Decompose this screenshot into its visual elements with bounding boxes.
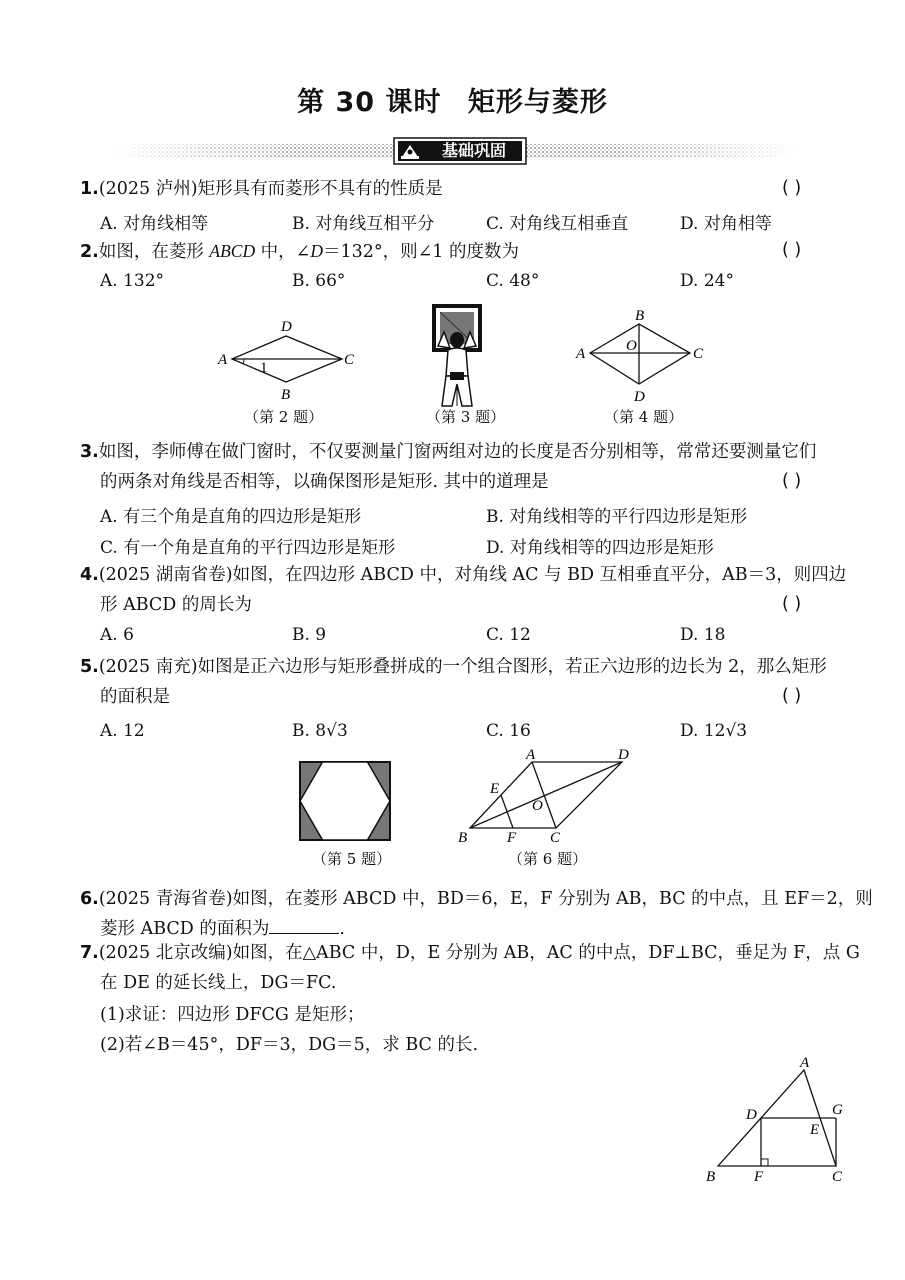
q4-text-line-2: 形 ABCD 的周长为 xyxy=(100,595,252,615)
lesson-topic: 矩形与菱形 xyxy=(467,87,608,118)
fig4-label-a: A xyxy=(576,346,586,362)
q6-text-line-1: 如图，在菱形 ABCD 中，BD＝6，E，F 分别为 AB，BC 的中点，且 EF＝2，则 xyxy=(232,889,873,909)
q1-option-d: D. 对角相等 xyxy=(680,214,772,234)
q5-text-line-2: 的面积是 xyxy=(100,687,170,707)
q4-number: 4. xyxy=(80,565,99,585)
q6-text-line-2: 菱形 ABCD 的面积为 xyxy=(100,919,270,939)
q2-option-b: B. 66° xyxy=(292,271,346,291)
figure-3-worker-illustration xyxy=(422,302,492,410)
q4-answer-paren: ( ) xyxy=(782,594,802,614)
figure-3-caption: （第 3 题） xyxy=(426,408,506,426)
section-banner xyxy=(110,135,800,167)
q3-option-a: A. 有三个角是直角的四边形是矩形 xyxy=(100,507,362,527)
fig4-label-o: O xyxy=(626,338,637,354)
q7-sub-question-1: (1)求证：四边形 DFCG 是矩形； xyxy=(100,1005,365,1025)
q3-answer-paren: ( ) xyxy=(782,471,802,491)
fig7-label-d: D xyxy=(746,1107,757,1123)
q2-number: 2. xyxy=(80,242,99,262)
figure-6-caption: （第 6 题） xyxy=(508,850,588,868)
q5-option-c: C. 16 xyxy=(486,721,531,741)
fig7-label-a: A xyxy=(800,1056,810,1071)
q1-source: (2025 泸州) xyxy=(98,179,198,199)
q2-abcd: ABCD xyxy=(209,241,256,261)
q4-option-a: A. 6 xyxy=(100,625,134,645)
q2-d: D xyxy=(310,241,323,261)
fig2-label-c: C xyxy=(344,352,355,368)
fig7-label-g: G xyxy=(832,1102,843,1118)
figure-4-caption: （第 4 题） xyxy=(604,408,684,426)
fig2-label-angle-1: 1 xyxy=(260,360,268,376)
q1-answer-paren: ( ) xyxy=(782,178,802,198)
q7-sub-question-2: (2)若∠B＝45°，DF＝3，DG＝5，求 BC 的长. xyxy=(100,1035,479,1055)
figure-7-triangle xyxy=(700,1056,860,1188)
q6-source: (2025 青海省卷) xyxy=(98,889,233,909)
fig6-label-o: O xyxy=(532,798,543,814)
q2-option-d: D. 24° xyxy=(680,271,734,291)
q2-text-a: 如图，在菱形 xyxy=(98,242,210,262)
q3-text-line-2: 的两条对角线是否相等，以确保图形是矩形. 其中的道理是 xyxy=(100,472,549,492)
q1-number: 1. xyxy=(80,179,99,199)
fig4-label-c: C xyxy=(693,346,704,362)
fig6-label-f: F xyxy=(507,830,517,846)
q4-option-c: C. 12 xyxy=(486,625,531,645)
figure-5-caption: （第 5 题） xyxy=(312,850,392,868)
q4-source: (2025 湖南省卷) xyxy=(98,565,233,585)
q2-text-c: ＝132°，则∠1 的度数为 xyxy=(322,242,519,262)
fig6-label-c: C xyxy=(550,830,561,846)
fig7-label-e: E xyxy=(810,1122,820,1138)
q2-option-c: C. 48° xyxy=(486,271,540,291)
q6-text-end: . xyxy=(339,919,345,939)
q7-text-line-1: 如图，在△ABC 中，D，E 分别为 AB，AC 的中点，DF⊥BC，垂足为 F，点 G xyxy=(232,943,860,963)
fig6-label-e: E xyxy=(490,781,500,797)
question-3-line-1 xyxy=(80,441,816,463)
q3-option-d: D. 对角线相等的四边形是矩形 xyxy=(486,538,714,558)
q7-text-line-2: 在 DE 的延长线上，DG＝FC. xyxy=(100,973,337,993)
q3-text-line-1: 如图，李师傅在做门窗时，不仅要测量门窗两组对边的长度是否分别相等，常常还要测量它们 xyxy=(98,442,817,462)
page-title xyxy=(0,80,905,119)
question-6-line-2 xyxy=(100,918,345,940)
q1-option-b: B. 对角线互相平分 xyxy=(292,214,435,234)
banner-label: 基础巩固 xyxy=(441,141,506,160)
question-1 xyxy=(80,178,443,200)
fig2-label-b: B xyxy=(281,387,291,403)
q2-option-a: A. 132° xyxy=(100,271,165,291)
fig4-label-d: D xyxy=(634,389,645,404)
fig6-label-a: A xyxy=(526,747,536,763)
q6-answer-blank[interactable] xyxy=(269,919,339,934)
fig6-label-b: B xyxy=(458,830,468,846)
q3-number: 3. xyxy=(80,442,99,462)
q7-source: (2025 北京改编) xyxy=(98,943,233,963)
q3-option-c: C. 有一个角是直角的平行四边形是矩形 xyxy=(100,538,396,558)
fig6-label-d: D xyxy=(618,747,629,763)
question-4-line-1 xyxy=(80,564,846,586)
q1-text: 矩形具有而菱形不具有的性质是 xyxy=(197,179,443,199)
q4-text-line-1: 如图，在四边形 ABCD 中，对角线 AC 与 BD 互相垂直平分，AB＝3，则四边 xyxy=(232,565,847,585)
q5-number: 5. xyxy=(80,657,99,677)
q4-option-b: B. 9 xyxy=(292,625,327,645)
figure-2-rhombus xyxy=(210,312,360,404)
fig7-label-b: B xyxy=(706,1169,716,1185)
question-2 xyxy=(80,240,519,263)
question-5-line-1 xyxy=(80,656,827,678)
q5-source: (2025 南充) xyxy=(98,657,198,677)
q5-option-a: A. 12 xyxy=(100,721,145,741)
figure-6-rhombus xyxy=(456,746,636,846)
q2-answer-paren: ( ) xyxy=(782,240,802,260)
q2-text-b: 中，∠ xyxy=(255,242,311,262)
question-6-line-1 xyxy=(80,888,873,910)
q3-option-b: B. 对角线相等的平行四边形是矩形 xyxy=(486,507,748,527)
q4-option-d: D. 18 xyxy=(680,625,726,645)
q1-option-c: C. 对角线互相垂直 xyxy=(486,214,629,234)
q5-text-line-1: 如图是正六边形与矩形叠拼成的一个组合图形，若正六边形的边长为 2，那么矩形 xyxy=(197,657,827,677)
fig4-label-b: B xyxy=(635,308,645,324)
q5-option-b: B. 8√3 xyxy=(292,721,348,741)
figure-5-hexagon-rectangle xyxy=(298,760,394,844)
fig2-label-a: A xyxy=(218,352,228,368)
figure-2-caption: （第 2 题） xyxy=(244,408,324,426)
q5-option-d: D. 12√3 xyxy=(680,721,748,741)
fig7-label-c: C xyxy=(832,1169,843,1185)
fig7-label-f: F xyxy=(754,1169,764,1185)
q6-number: 6. xyxy=(80,889,99,909)
question-7-line-1 xyxy=(80,942,860,964)
q7-number: 7. xyxy=(80,943,99,963)
lesson-number: 第 30 课时 xyxy=(297,87,442,118)
fig2-label-d: D xyxy=(281,319,292,335)
q5-answer-paren: ( ) xyxy=(782,686,802,706)
q1-option-a: A. 对角线相等 xyxy=(100,214,209,234)
figure-4-rhombus xyxy=(570,304,712,404)
